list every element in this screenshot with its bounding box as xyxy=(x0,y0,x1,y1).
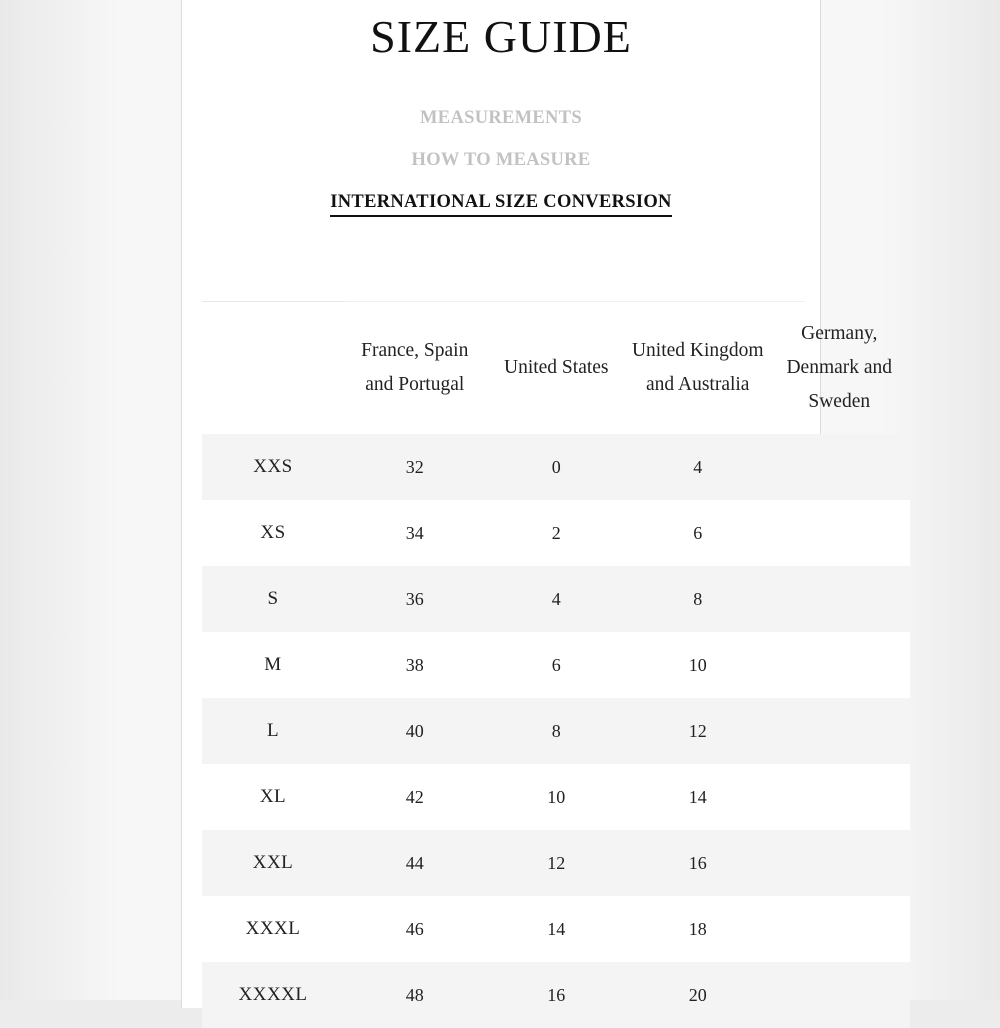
table-cell xyxy=(769,698,911,764)
header-size xyxy=(202,302,344,434)
table-cell: 10 xyxy=(486,764,628,830)
tab-how-to-measure[interactable] xyxy=(412,146,591,188)
table-row xyxy=(202,698,910,764)
table-cell xyxy=(769,500,911,566)
table-cell: 12 xyxy=(486,830,628,896)
page-title: SIZE GUIDE xyxy=(370,11,632,62)
table-cell: 44 xyxy=(344,830,486,896)
table-cell xyxy=(769,962,911,1028)
size-cell: XS xyxy=(202,500,344,566)
size-cell: L xyxy=(202,698,344,764)
table-cell xyxy=(769,896,911,962)
table-cell: 14 xyxy=(486,896,628,962)
table-cell: 42 xyxy=(344,764,486,830)
table-cell xyxy=(769,566,911,632)
size-cell: S xyxy=(202,566,344,632)
size-guide-panel xyxy=(181,0,893,1008)
header-germany-denmark-sweden: Germany, Denmark and Sweden xyxy=(786,323,893,412)
table-cell xyxy=(769,830,911,896)
table-cell: 2 xyxy=(486,500,628,566)
table-row xyxy=(202,896,910,962)
table-cell: 0 xyxy=(486,434,628,500)
table-cell: 18 xyxy=(627,896,769,962)
table-cell: 36 xyxy=(344,566,486,632)
size-cell: XXXXL xyxy=(202,962,344,1028)
size-guide-tabs xyxy=(182,104,820,230)
header-uk-australia: United Kingdom and Australia xyxy=(631,340,764,395)
header-france-spain-portugal: France, Spain and Portugal xyxy=(361,340,469,395)
header-united-states: United States xyxy=(503,357,609,378)
tab-label: HOW TO MEASURE xyxy=(411,150,591,170)
table-cell: 34 xyxy=(344,500,486,566)
tab-measurements[interactable] xyxy=(420,104,582,146)
table-cell: 8 xyxy=(486,698,628,764)
table-cell: 38 xyxy=(344,632,486,698)
table-row xyxy=(202,632,910,698)
table-cell xyxy=(769,764,911,830)
size-cell: XXL xyxy=(202,830,344,896)
table-cell: 12 xyxy=(627,698,769,764)
table-header-row xyxy=(202,302,910,434)
tab-label: INTERNATIONAL SIZE CONVERSION xyxy=(330,192,671,217)
size-cell: XXXL xyxy=(202,896,344,962)
size-cell: XXS xyxy=(202,434,344,500)
table-cell: 16 xyxy=(627,830,769,896)
table-row xyxy=(202,500,910,566)
table-cell: 8 xyxy=(627,566,769,632)
table-cell: 20 xyxy=(627,962,769,1028)
tab-label: MEASUREMENTS xyxy=(420,108,582,128)
table-cell: 4 xyxy=(486,566,628,632)
table-row xyxy=(202,962,910,1028)
table-cell: 32 xyxy=(344,434,486,500)
table-cell: 6 xyxy=(486,632,628,698)
size-conversion-table-scroll[interactable] xyxy=(202,301,893,1021)
table-cell: 48 xyxy=(344,962,486,1028)
size-conversion-table xyxy=(202,302,910,1028)
table-cell xyxy=(769,632,911,698)
table-row xyxy=(202,434,910,500)
table-cell: 14 xyxy=(627,764,769,830)
table-cell: 46 xyxy=(344,896,486,962)
table-row xyxy=(202,566,910,632)
table-row xyxy=(202,830,910,896)
table-cell: 6 xyxy=(627,500,769,566)
size-cell: M xyxy=(202,632,344,698)
table-cell xyxy=(769,434,911,500)
table-row xyxy=(202,764,910,830)
table-cell: 40 xyxy=(344,698,486,764)
tab-international-size-conversion[interactable] xyxy=(330,188,671,230)
table-cell: 16 xyxy=(486,962,628,1028)
table-cell: 4 xyxy=(627,434,769,500)
size-cell: XL xyxy=(202,764,344,830)
table-cell: 10 xyxy=(627,632,769,698)
